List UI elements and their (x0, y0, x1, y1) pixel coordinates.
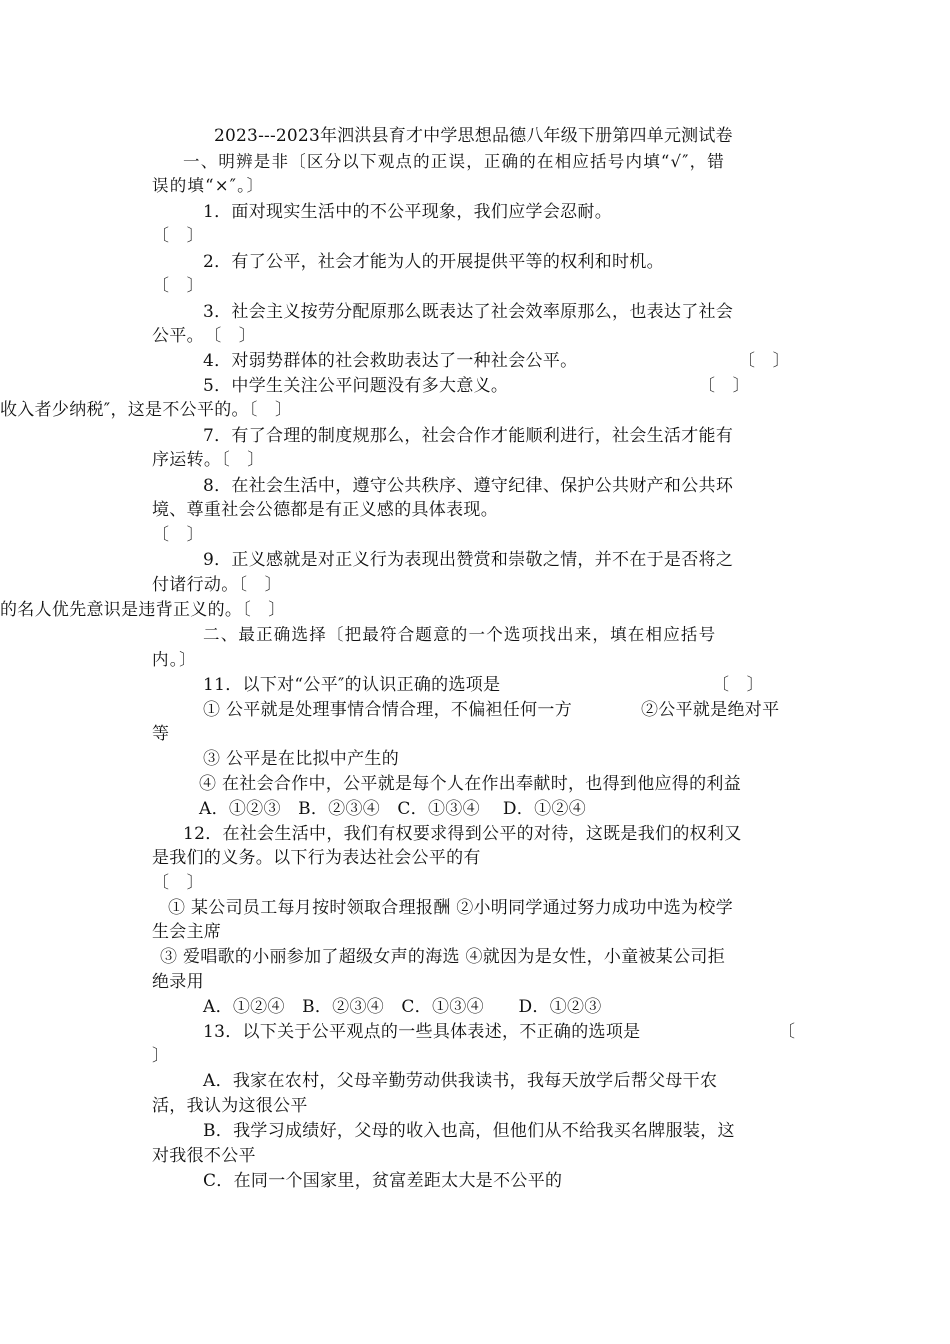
question-12-options-1-2: ① 某公司员工每月按时领取合理报酬 ②小明同学通过努力成功中选为校学 (168, 898, 734, 918)
question-11-option-3: ③ 公平是在比拟中产生的 (203, 749, 400, 769)
answer-bracket-1[interactable]: 〔 〕 (152, 226, 204, 246)
question-12-options-3-4-cont: 绝录用 (152, 972, 204, 992)
question-13-option-c: C．在同一个国家里，贫富差距太大是不公平的 (203, 1171, 563, 1191)
question-6-fragment: 收入者少纳税″，这是不公平的。〔 〕 (0, 400, 293, 420)
question-12-choices: A．①②④ B．②③④ C．①③④ D．①②③ (203, 997, 602, 1017)
answer-bracket-4[interactable]: 〔 〕 (738, 351, 790, 371)
question-11-option-1: ① 公平就是处理事情合情合理，不偏袒任何一方 (203, 700, 573, 720)
question-10-fragment: 的名人优先意识是违背正义的。〔 〕 (0, 600, 286, 620)
answer-bracket-5[interactable]: 〔 〕 (698, 376, 750, 396)
answer-bracket-12[interactable]: 〔 〕 (152, 873, 204, 893)
answer-bracket-13-close: 〕 (152, 1046, 170, 1066)
section2-heading-cont: 内。〕 (152, 650, 197, 669)
section1-heading-cont: 误的填“×″。〕 (152, 176, 265, 195)
question-4: 4．对弱势群体的社会救助表达了一种社会公平。 (203, 351, 578, 371)
question-12-cont: 是我们的义务。以下行为表达社会公平的有 (152, 848, 481, 868)
question-11-option-2-cont: 等 (152, 724, 170, 744)
question-1: 1．面对现实生活中的不公平现象，我们应学会忍耐。 (203, 202, 613, 222)
question-13: 13．以下关于公平观点的一些具体表述，不正确的选项是 (203, 1022, 641, 1042)
question-7-cont: 序运转。〔 〕 (152, 450, 265, 470)
question-11-choices: A．①②③ B．②③④ C．①③④ D．①②④ (199, 799, 587, 819)
question-8-cont: 境、尊重社会公德都是有正义感的具体表现。 (152, 500, 498, 520)
question-13-option-a-cont: 活，我认为这很公平 (152, 1096, 308, 1116)
question-3-cont: 公平。 〔 〕 (152, 326, 257, 346)
answer-bracket-11[interactable]: 〔 〕 (712, 675, 764, 695)
question-13-option-b: B．我学习成绩好，父母的收入也高，但他们从不给我买名牌服装，这 (203, 1121, 735, 1141)
question-13-option-a: A．我家在农村，父母辛勤劳动供我读书，我每天放学后帮父母干农 (203, 1071, 718, 1091)
question-13-option-b-cont: 对我很不公平 (152, 1146, 256, 1166)
question-8: 8．在社会生活中，遵守公共秩序、遵守纪律、保护公共财产和公共环 (203, 476, 734, 496)
answer-bracket-8[interactable]: 〔 〕 (152, 525, 204, 545)
question-11-option-4: ④ 在社会合作中，公平就是每个人在作出奉献时，也得到他应得的利益 (199, 774, 742, 794)
question-3: 3．社会主义按劳分配原那么既表达了社会效率原那么，也表达了社会 (203, 302, 734, 322)
question-9: 9．正义感就是对正义行为表现出赞赏和崇敬之情，并不在于是否将之 (203, 550, 734, 570)
question-5: 5．中学生关注公平问题没有多大意义。 (203, 376, 509, 396)
question-12-options-3-4: ③ 爱唱歌的小丽参加了超级女声的海选 ④就因为是女性，小童被某公司拒 (160, 947, 726, 967)
question-11-option-2: ②公平就是绝对平 (641, 700, 780, 720)
question-2: 2．有了公平，社会才能为人的开展提供平等的权利和时机。 (203, 252, 664, 272)
answer-bracket-13[interactable]: 〔 (778, 1022, 796, 1042)
question-11: 11．以下对“公平″的认识正确的选项是 (203, 675, 501, 695)
question-7: 7．有了合理的制度规那么，社会合作才能顺利进行，社会生活才能有 (203, 426, 734, 446)
page-title: 2023---2023年泗洪县育才中学思想品德八年级下册第四单元测试卷 (214, 126, 733, 146)
question-12: 12．在社会生活中，我们有权要求得到公平的对待，这既是我们的权利又 (183, 824, 742, 844)
answer-bracket-2[interactable]: 〔 〕 (152, 276, 204, 296)
section2-heading: 二、最正确选择〔把最符合题意的一个选项找出来，填在相应括号 (203, 625, 717, 644)
section1-heading: 一、明辨是非〔区分以下观点的正误，正确的在相应括号内填“√″，错 (183, 152, 726, 171)
question-12-options-1-2-cont: 生会主席 (152, 922, 222, 942)
question-9-cont: 付诸行动。〔 〕 (152, 575, 282, 595)
